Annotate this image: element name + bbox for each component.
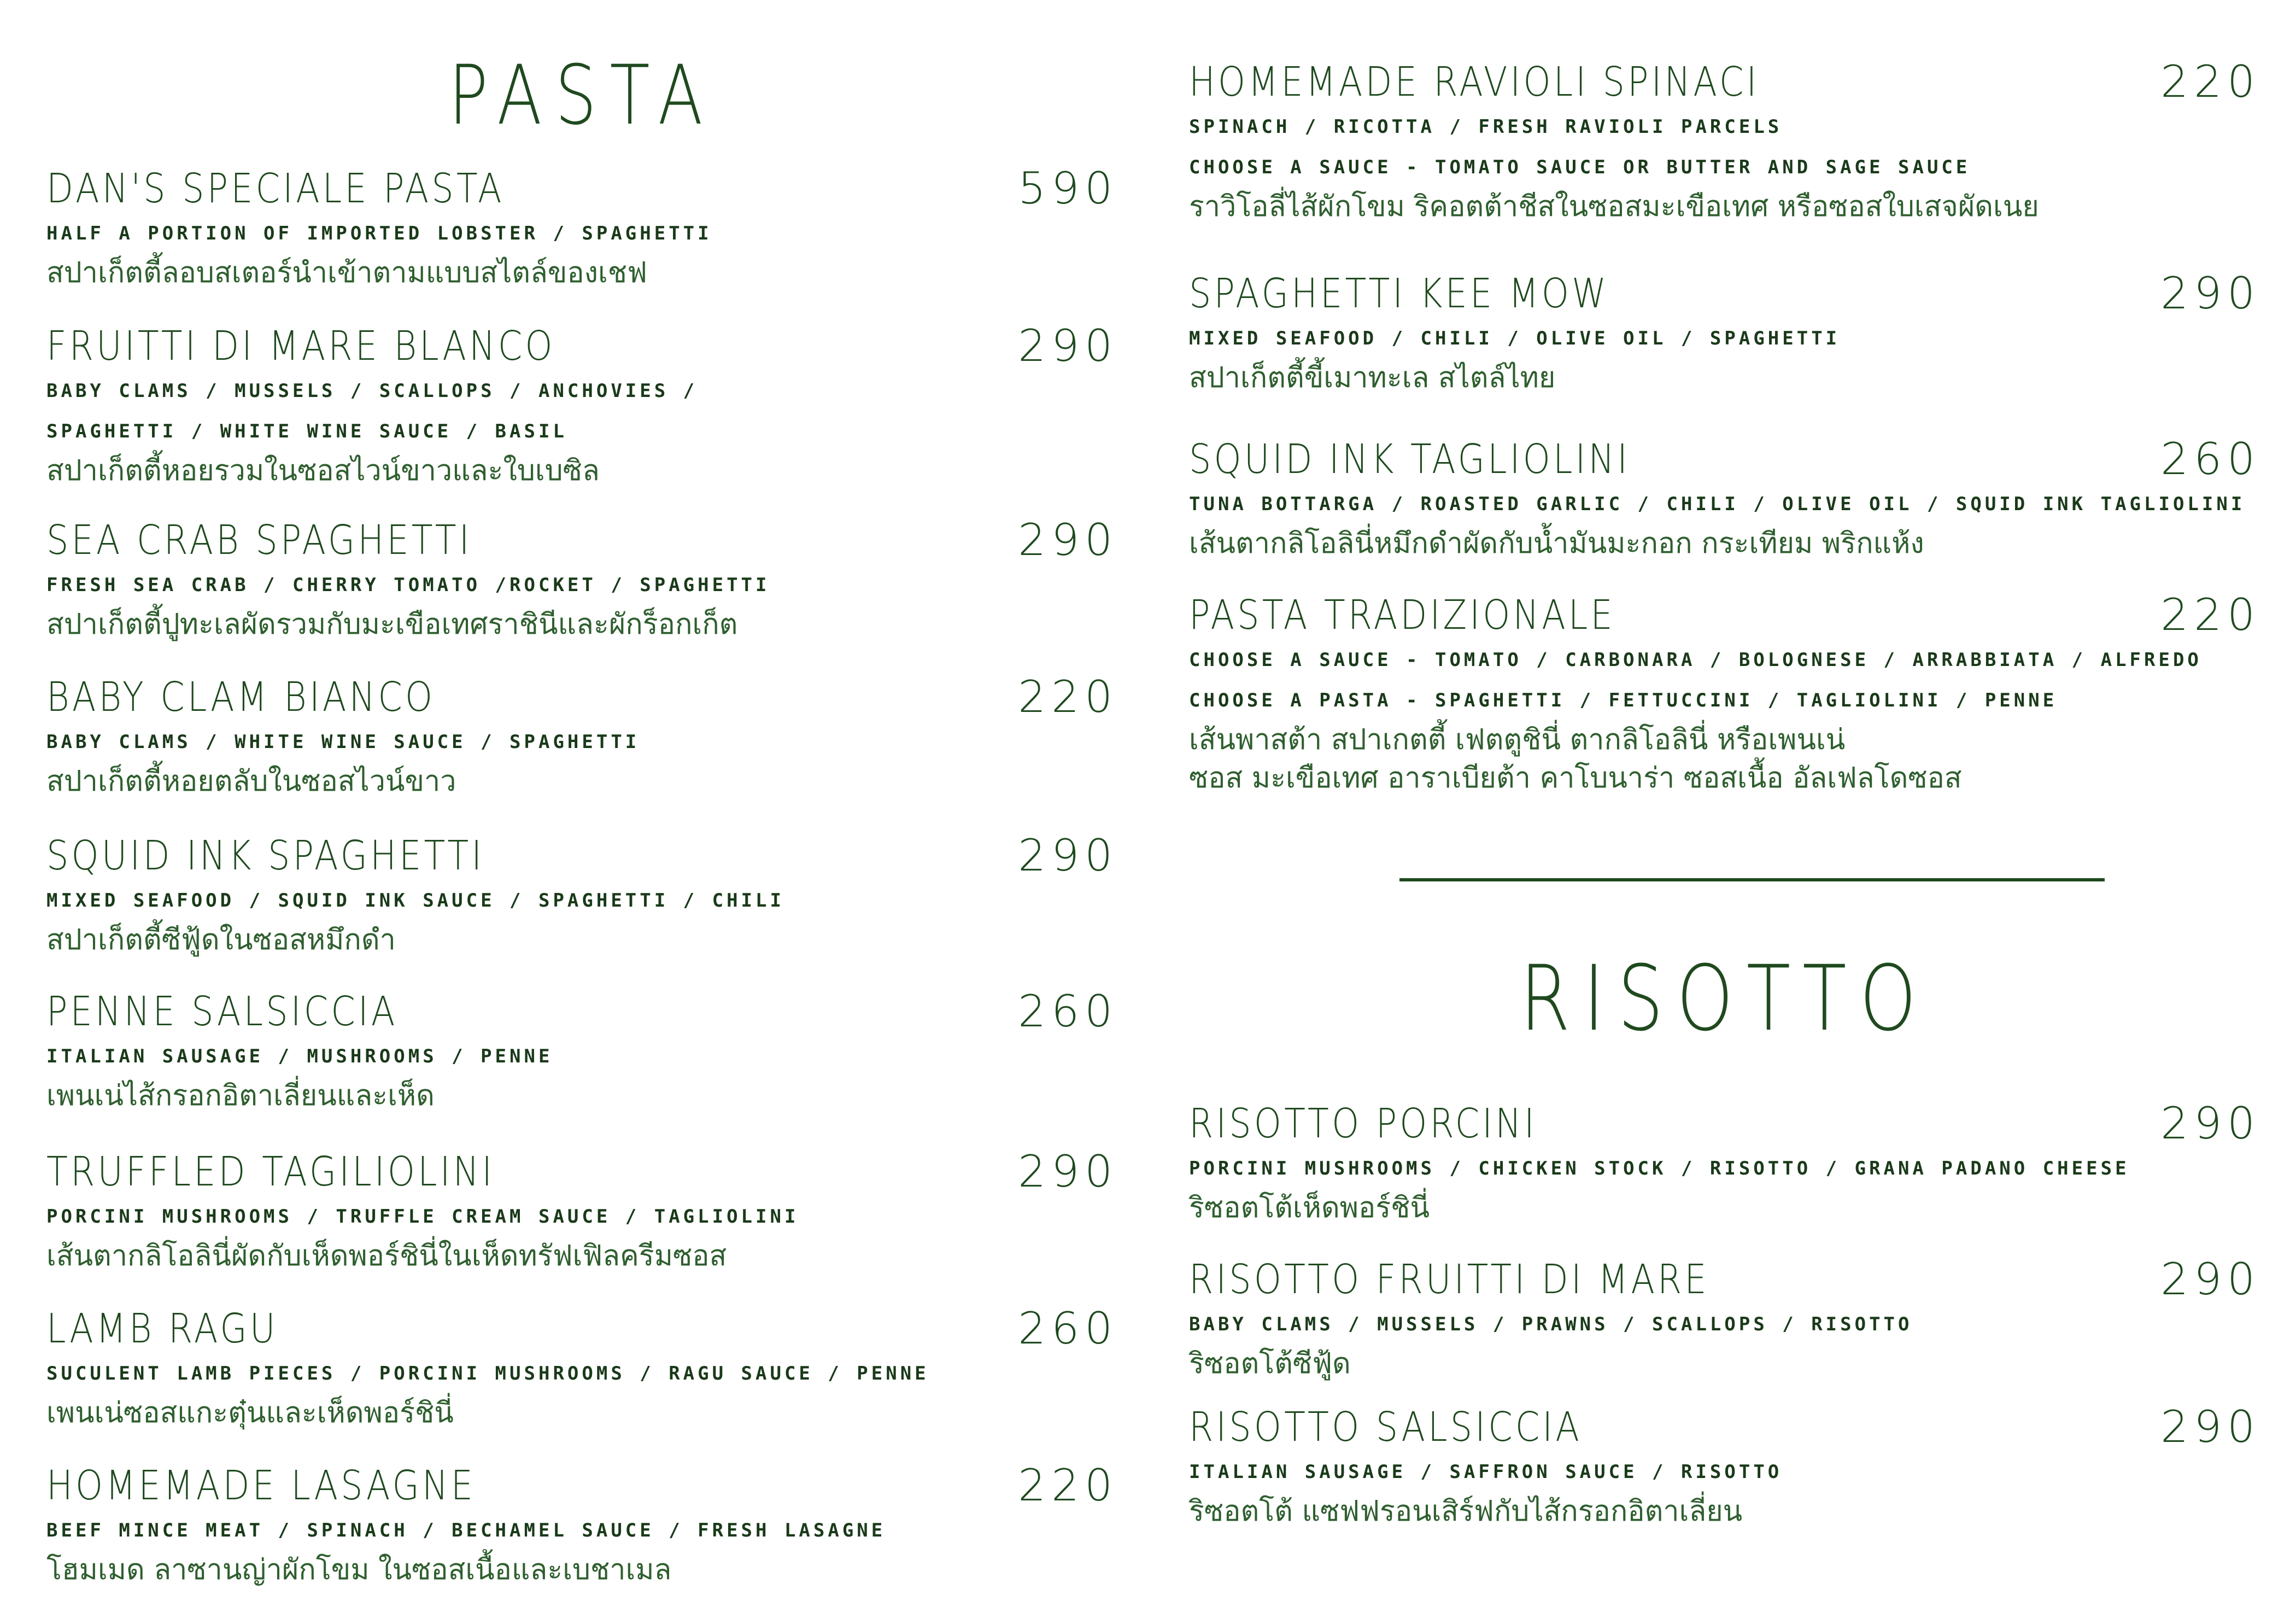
menu-item xyxy=(1189,435,2260,563)
item-price: 290 xyxy=(1018,830,1118,881)
item-name: BABY CLAM BIANCO xyxy=(46,674,436,721)
item-name: LAMB RAGU xyxy=(46,1305,278,1352)
item-description: PORCINI MUSHROOMS / TRUFFLE CREAM SAUCE / TAGLIOLINI xyxy=(46,1206,799,1228)
item-price: 220 xyxy=(1018,1460,1118,1511)
item-description: BEEF MINCE MEAT / SPINACH / BECHAMEL SAUCE / FRESH LASAGNE xyxy=(46,1520,886,1541)
menu-item xyxy=(46,831,1118,959)
item-price: 260 xyxy=(1018,986,1118,1037)
item-name: HOMEMADE RAVIOLI SPINACI xyxy=(1189,59,1760,106)
item-name: RISOTTO PORCINI xyxy=(1189,1100,1537,1147)
item-name: RISOTTO FRUITTI DI MARE xyxy=(1189,1256,1709,1303)
item-name: PENNE SALSICCIA xyxy=(46,988,398,1035)
item-description: FRESH SEA CRAB / CHERRY TOMATO /ROCKET / SPAGHETTI xyxy=(46,574,770,596)
item-name: FRUITTI DI MARE BLANCO xyxy=(46,323,555,370)
item-thai-description: ซอส มะเขือเทศ อาราเบียต้า คาโบนาร่า ซอสเนื้อ อัลเฟลโดซอส xyxy=(1189,762,1962,795)
item-thai-description: ราวิโอลี่ไส้ผักโขม ริคอตต้าชีสในซอสมะเขือเทศ หรือซอสใบเสจผัดเนย xyxy=(1189,190,2039,223)
item-price: 290 xyxy=(2160,268,2260,319)
menu-item xyxy=(1189,1099,2260,1227)
item-name: SQUID INK SPAGHETTI xyxy=(46,832,485,879)
item-price: 290 xyxy=(1018,515,1118,565)
menu-item xyxy=(46,1461,1118,1589)
item-description: SPAGHETTI / WHITE WINE SAUCE / BASIL xyxy=(46,420,567,442)
item-name: HOMEMADE LASAGNE xyxy=(46,1462,476,1509)
item-description: CHOOSE A PASTA - SPAGHETTI / FETTUCCINI / TAGLIOLINI / PENNE xyxy=(1189,690,2058,711)
section-divider xyxy=(1399,878,2105,881)
item-thai-description: สปาเก็ตตี้หอยตลับในซอสไวน์ขาว xyxy=(46,765,456,798)
item-description: TUNA BOTTARGA / ROASTED GARLIC / CHILI / OLIVE OIL / SQUID INK TAGLIOLINI xyxy=(1189,493,2246,515)
item-thai-description: เพนเน่ซอสแกะตุ๋นและเห็ดพอร์ชินี่ xyxy=(46,1397,454,1429)
item-thai-description: สปาเก็ตตี้ขี้เมาทะเล สไตล์ไทย xyxy=(1189,361,1556,394)
menu-item xyxy=(46,516,1118,644)
menu-item xyxy=(46,1147,1118,1275)
item-price: 290 xyxy=(1018,1146,1118,1197)
item-description: CHOOSE A SAUCE - TOMATO / CARBONARA / BOLOGNESE / ARRABBIATA / ALFREDO xyxy=(1189,649,2202,671)
item-thai-description: สปาเก็ตตี้ซีฟู้ดในซอสหมึกดำ xyxy=(46,924,396,956)
menu-item xyxy=(46,1304,1118,1432)
item-name: SQUID INK TAGLIOLINI xyxy=(1189,436,1631,483)
menu-item xyxy=(46,164,1118,292)
item-thai-description: เส้นพาสต้า สปาเกตตี้ เฟตตูชินี่ ตากลิโอลินี่ หรือเพนเน่ xyxy=(1189,723,1846,756)
item-thai-description: เส้นตากลิโอลินี่หมึกดำผัดกับน้ำมันมะกอก กระเทียม พริกแห้ง xyxy=(1189,527,1924,560)
menu-item xyxy=(1189,269,2260,397)
item-description: ITALIAN SAUSAGE / MUSHROOMS / PENNE xyxy=(46,1045,553,1067)
item-price: 590 xyxy=(1018,163,1118,214)
item-thai-description: สปาเก็ตตี้ลอบสเตอร์นำเข้าตามแบบสไตล์ของเชฟ xyxy=(46,256,647,289)
item-description: CHOOSE A SAUCE - TOMATO SAUCE OR BUTTER AND SAGE SAUCE xyxy=(1189,156,1971,178)
menu-item xyxy=(46,987,1118,1115)
item-name: SPAGHETTI KEE MOW xyxy=(1189,270,1609,317)
item-thai-description: สปาเก็ตตี้หอยรวมในซอสไวน์ขาวและใบเบซิล xyxy=(46,454,600,487)
item-description: HALF A PORTION OF IMPORTED LOBSTER / SPAGHETTI xyxy=(46,223,712,244)
item-description: BABY CLAMS / WHITE WINE SAUCE / SPAGHETTI xyxy=(46,731,640,753)
item-description: BABY CLAMS / MUSSELS / SCALLOPS / ANCHOVIES / xyxy=(46,380,698,402)
pasta-section-title: PASTA xyxy=(448,48,716,143)
item-price: 290 xyxy=(2160,1401,2260,1452)
menu-item xyxy=(46,673,1118,801)
item-price: 260 xyxy=(2160,434,2260,484)
menu-item xyxy=(1189,1403,2260,1530)
item-price: 220 xyxy=(1018,671,1118,722)
risotto-section-title: RISOTTO xyxy=(1520,946,1930,1051)
item-description: BABY CLAMS / MUSSELS / PRAWNS / SCALLOPS / RISOTTO xyxy=(1189,1313,1913,1335)
item-thai-description: สปาเก็ตตี้ปูทะเลผัดรวมกับมะเขือเทศราชินีและผักร็อกเก็ต xyxy=(46,608,738,641)
item-description: SUCULENT LAMB PIECES / PORCINI MUSHROOMS / RAGU SAUCE / PENNE xyxy=(46,1363,929,1385)
menu-item xyxy=(46,322,1118,490)
item-price: 220 xyxy=(2160,589,2260,640)
item-description: SPINACH / RICOTTA / FRESH RAVIOLI PARCELS xyxy=(1189,116,1783,138)
item-thai-description: โฮมเมด ลาซานญ่าผักโขม ในซอสเนื้อและเบชาเมล xyxy=(46,1553,672,1586)
item-price: 260 xyxy=(1018,1303,1118,1354)
item-price: 290 xyxy=(2160,1098,2260,1149)
item-name: DAN'S SPECIALE PASTA xyxy=(46,165,505,212)
item-description: MIXED SEAFOOD / CHILI / OLIVE OIL / SPAGHETTI xyxy=(1189,328,1841,349)
item-thai-description: เพนเน่ไส้กรอกอิตาเลี่ยนและเห็ด xyxy=(46,1079,435,1112)
menu-item xyxy=(1189,591,2260,797)
item-price: 290 xyxy=(2160,1254,2260,1305)
menu-item xyxy=(1189,57,2260,226)
item-description: ITALIAN SAUSAGE / SAFFRON SAUCE / RISOTTO xyxy=(1189,1461,1783,1483)
menu-item xyxy=(1189,1255,2260,1383)
item-name: SEA CRAB SPAGHETTI xyxy=(46,517,472,564)
item-price: 290 xyxy=(1018,320,1118,371)
item-name: PASTA TRADIZIONALE xyxy=(1189,592,1615,639)
item-price: 220 xyxy=(2160,56,2260,107)
item-description: MIXED SEAFOOD / SQUID INK SAUCE / SPAGHETTI / CHILI xyxy=(46,890,784,912)
item-name: RISOTTO SALSICCIA xyxy=(1189,1404,1583,1451)
item-name: TRUFFLED TAGILIOLINI xyxy=(46,1148,495,1195)
item-thai-description: เส้นตากลิโอลินี่ผัดกับเห็ดพอร์ชินี่ในเห็ดทรัฟเฟิลครีมซอส xyxy=(46,1240,727,1272)
item-thai-description: ริซอตโต้เห็ดพอร์ชินี่ xyxy=(1189,1191,1430,1224)
item-thai-description: ริซอตโต้ซีฟู้ด xyxy=(1189,1347,1351,1380)
item-thai-description: ริซอตโต้ แซฟฟรอนเสิร์ฟกับไส้กรอกอิตาเลี่ยน xyxy=(1189,1495,1743,1528)
item-description: PORCINI MUSHROOMS / CHICKEN STOCK / RISOTTO / GRANA PADANO CHEESE xyxy=(1189,1158,2130,1179)
